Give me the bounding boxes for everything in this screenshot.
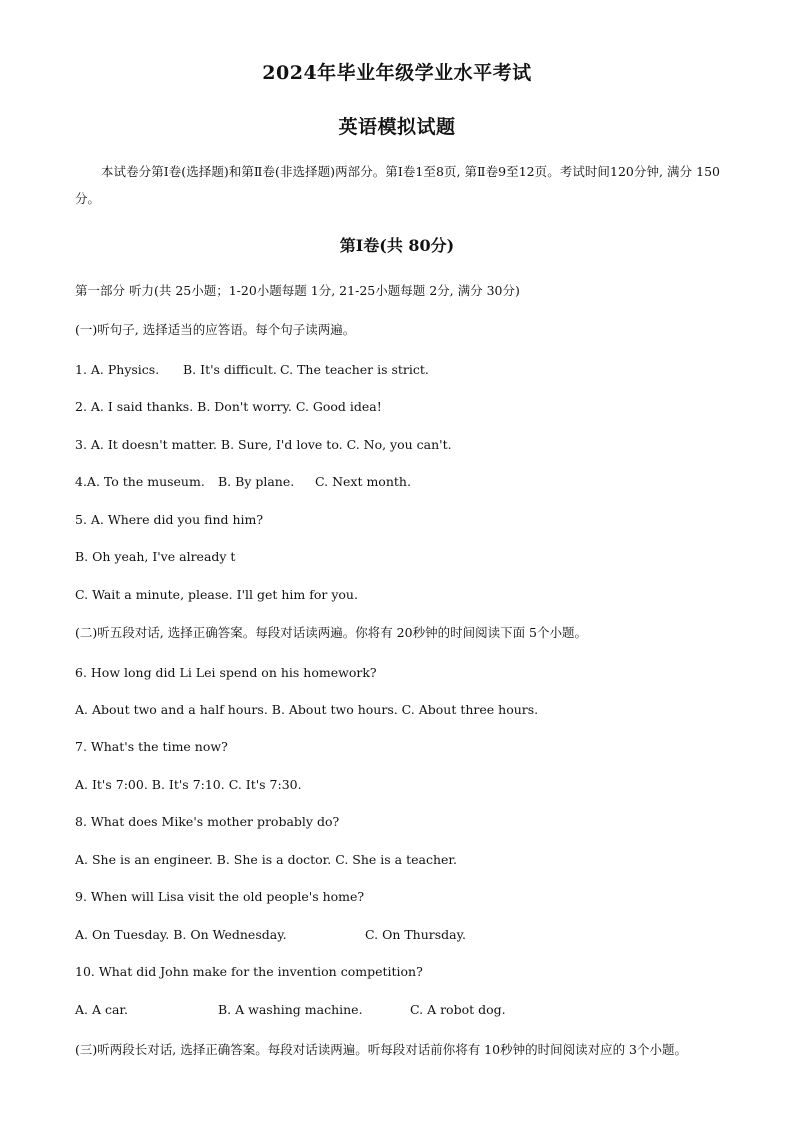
question-9: 9. When will Lisa visit the old people's home? [75, 889, 365, 904]
q4-option-b: B. By plane. [218, 474, 295, 489]
q6-options: A. About two and a half hours. B. About two hours. C. About three hours. [75, 702, 539, 717]
question-3: 3. A. It doesn't matter. B. Sure, I'd love to. C. No, you can't. [75, 437, 452, 452]
volume1-title: 第Ⅰ卷(共 80分) [339, 236, 455, 255]
q5-option-b: B. Oh yeah, I've already t [75, 549, 236, 564]
q9-options [75, 927, 466, 943]
q9-option-ab: A. On Tuesday. B. On Wednesday. [75, 927, 287, 942]
exam-subtitle: 英语模拟试题 [338, 116, 456, 138]
exam-intro: 本试卷分第Ⅰ卷(选择题)和第Ⅱ卷(非选择题)两部分。第Ⅰ卷1至8页, 第Ⅱ卷9至12页。考试时间120分钟, 满分 150分。 [75, 164, 720, 206]
q1-option-a: 1. A. Physics. [75, 362, 160, 377]
section3-heading: (三)听两段长对话, 选择正确答案。每段对话读两遍。听每段对话前你将有 10秒钟的时间阅读对应的 3个小题。 [75, 1042, 688, 1057]
question-1 [75, 362, 429, 378]
question-4 [75, 474, 411, 490]
q4-option-a: 4.A. To the museum. [75, 474, 205, 489]
question-8: 8. What does Mike's mother probably do? [75, 814, 340, 829]
q1-option-c: C. The teacher is strict. [280, 362, 429, 377]
question-10: 10. What did John make for the invention competition? [75, 964, 423, 979]
section2-heading: (二)听五段对话, 选择正确答案。每段对话读两遍。你将有 20秒钟的时间阅读下面 5个小题。 [75, 625, 588, 640]
q1-option-b: B. It's difficult. [183, 362, 277, 377]
q10-options [75, 1002, 506, 1018]
q5-option-c: C. Wait a minute, please. I'll get him for you. [75, 587, 358, 602]
question-7: 7. What's the time now? [75, 739, 228, 754]
q10-option-c: C. A robot dog. [410, 1002, 506, 1017]
question-5: 5. A. Where did you find him? [75, 512, 264, 527]
question-6: 6. How long did Li Lei spend on his homework? [75, 665, 377, 680]
exam-title: 2024年毕业年级学业水平考试 [262, 62, 532, 84]
part1-title: 第一部分 听力(共 25小题；1-20小题每题 1分, 21-25小题每题 2分, 满分 30分) [75, 283, 520, 298]
section1-heading: (一)听句子, 选择适当的应答语。每个句子读两遍。 [75, 322, 356, 337]
q9-option-c: C. On Thursday. [365, 927, 466, 942]
q8-options: A. She is an engineer. B. She is a doctor. C. She is a teacher. [75, 852, 457, 867]
q4-option-c: C. Next month. [315, 474, 411, 489]
q10-option-b: B. A washing machine. [218, 1002, 363, 1017]
q10-option-a: A. A car. [75, 1002, 129, 1017]
question-2: 2. A. I said thanks. B. Don't worry. C. Good idea! [75, 399, 382, 414]
q7-options: A. It's 7:00. B. It's 7:10. C. It's 7:30. [75, 777, 302, 792]
